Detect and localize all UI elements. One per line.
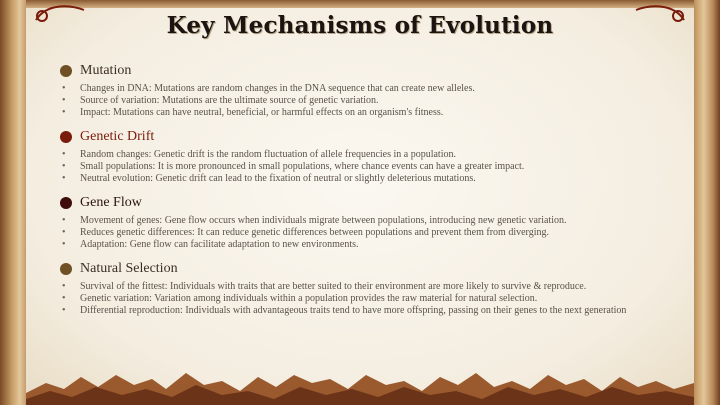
bullet-dot-icon [60,65,72,77]
section-title: Mutation [80,63,132,78]
list-item: • Reduces genetic differences: It can reduce genetic differences between populations and prevent them from diverging. [60,227,670,239]
list-item: • Movement of genes: Gene flow occurs when individuals migrate between populations, introducing new genetic variation. [60,215,670,227]
scroll-top-edge [26,0,694,8]
list-item: • Differential reproduction: Individuals with advantageous traits tend to have more offspring, passing on their genes to the next generation [60,305,670,317]
list-item: • Source of variation: Mutations are the ultimate source of genetic variation. [60,95,670,107]
section-title: Gene Flow [80,195,142,210]
slide-title: Key Mechanisms of Evolution [166,12,554,39]
torn-paper-bottom-edge [26,363,694,405]
bullet-dot-icon [60,197,72,209]
bullet-dot-icon [60,131,72,143]
list-item: • Impact: Mutations can have neutral, beneficial, or harmful effects on an organism's fitness. [60,107,670,119]
section-title: Natural Selection [80,261,178,276]
list-item: • Random changes: Genetic drift is the random fluctuation of allele frequencies in a population. [60,149,670,161]
list-item: • Neutral evolution: Genetic drift can lead to the fixation of neutral or slightly deleterious mutations. [60,173,670,185]
list-item: • Changes in DNA: Mutations are random changes in the DNA sequence that can create new alleles. [60,83,670,95]
section-gene-flow [60,194,670,251]
list-item: • Genetic variation: Variation among individuals within a population provides the raw material for natural selection. [60,293,670,305]
mechanisms-list [60,62,670,326]
bullet-dot-icon [60,263,72,275]
section-genetic-drift [60,128,670,185]
list-item: • Small populations: It is more pronounced in small populations, where chance events can have a greater impact. [60,161,670,173]
section-natural-selection [60,260,670,317]
section-mutation [60,62,670,119]
list-item: • Adaptation: Gene flow can facilitate adaptation to new environments. [60,239,670,251]
list-item: • Survival of the fittest: Individuals with traits that are better suited to their environment are more likely to survive & reproduce. [60,281,670,293]
section-title: Genetic Drift [80,129,155,144]
